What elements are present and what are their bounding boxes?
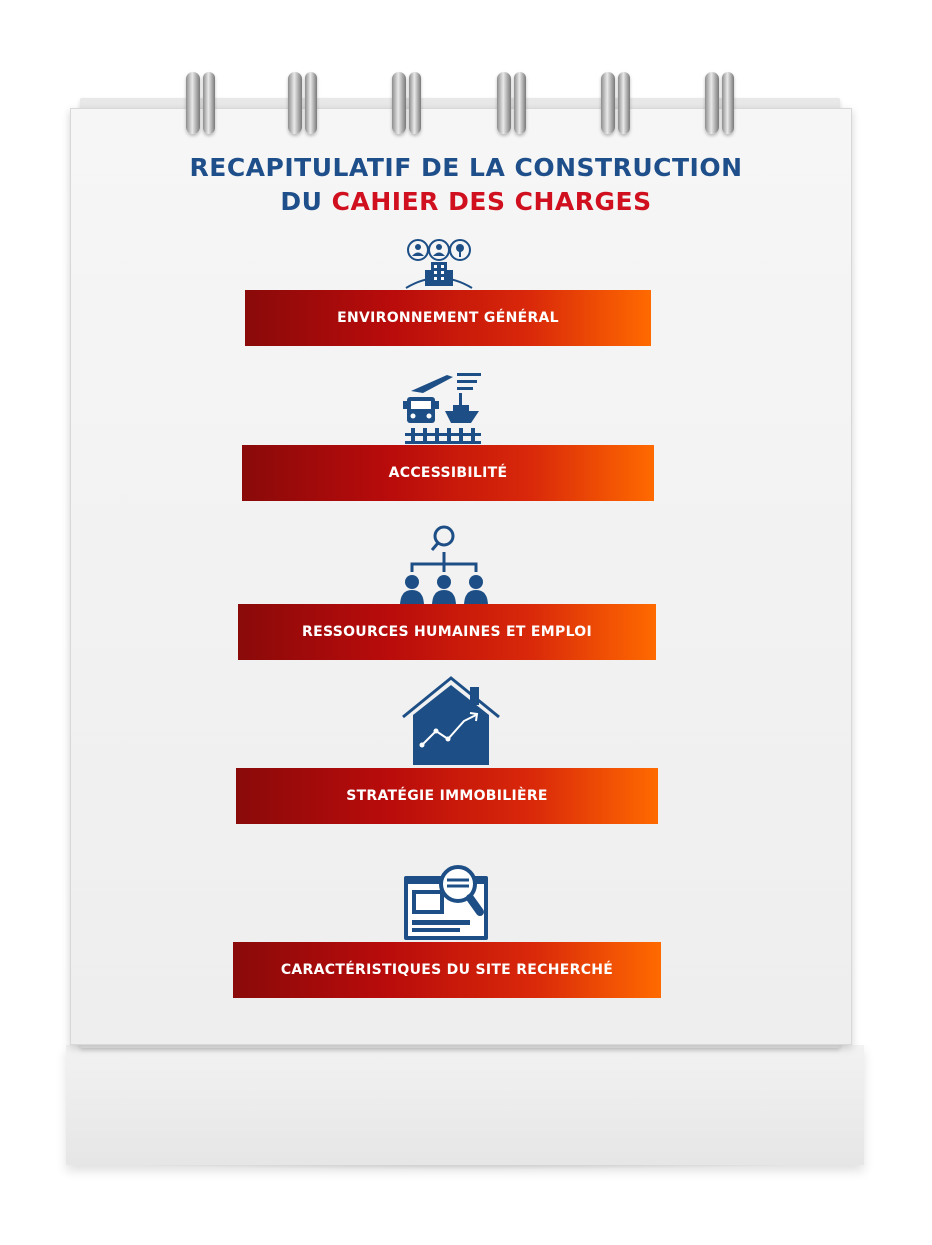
ring-binder-icon — [305, 72, 317, 134]
step-banner-accessibilite: ACCESSIBILITÉ — [242, 445, 654, 501]
ring-binder-icon — [409, 72, 421, 134]
ring-binder-icon — [186, 72, 200, 134]
step-banner-strategie-immobiliere: STRATÉGIE IMMOBILIÈRE — [236, 768, 658, 824]
transport-plane-truck-ship-icon — [401, 371, 485, 445]
ring-binder-icon — [601, 72, 615, 134]
house-chart-icon — [400, 675, 502, 767]
calendar-stand-base — [66, 1045, 864, 1165]
ring-binder-icon — [392, 72, 406, 134]
ring-binder-icon — [705, 72, 719, 134]
step-banner-caracteristiques-site: CARACTÉRISTIQUES DU SITE RECHERCHÉ — [233, 942, 661, 998]
title-highlight: CAHIER DES CHARGES — [331, 187, 652, 216]
ring-binder-icon — [618, 72, 630, 134]
step-banner-environnement: ENVIRONNEMENT GÉNÉRAL — [245, 290, 651, 346]
ring-binder-icon — [514, 72, 526, 134]
step-banner-ressources-humaines: RESSOURCES HUMAINES ET EMPLOI — [238, 604, 656, 660]
ring-binder-icon — [203, 72, 215, 134]
org-chart-search-icon — [398, 524, 490, 606]
people-building-globe-icon — [404, 238, 474, 290]
title-prefix: DU — [280, 187, 323, 216]
ring-binder-icon — [722, 72, 734, 134]
browser-magnifier-icon — [402, 862, 490, 942]
page-title-line-2 — [0, 187, 932, 216]
ring-binder-icon — [288, 72, 302, 134]
page-title-line-1: RECAPITULATIF DE LA CONSTRUCTION — [189, 153, 743, 182]
ring-binder-icon — [497, 72, 511, 134]
